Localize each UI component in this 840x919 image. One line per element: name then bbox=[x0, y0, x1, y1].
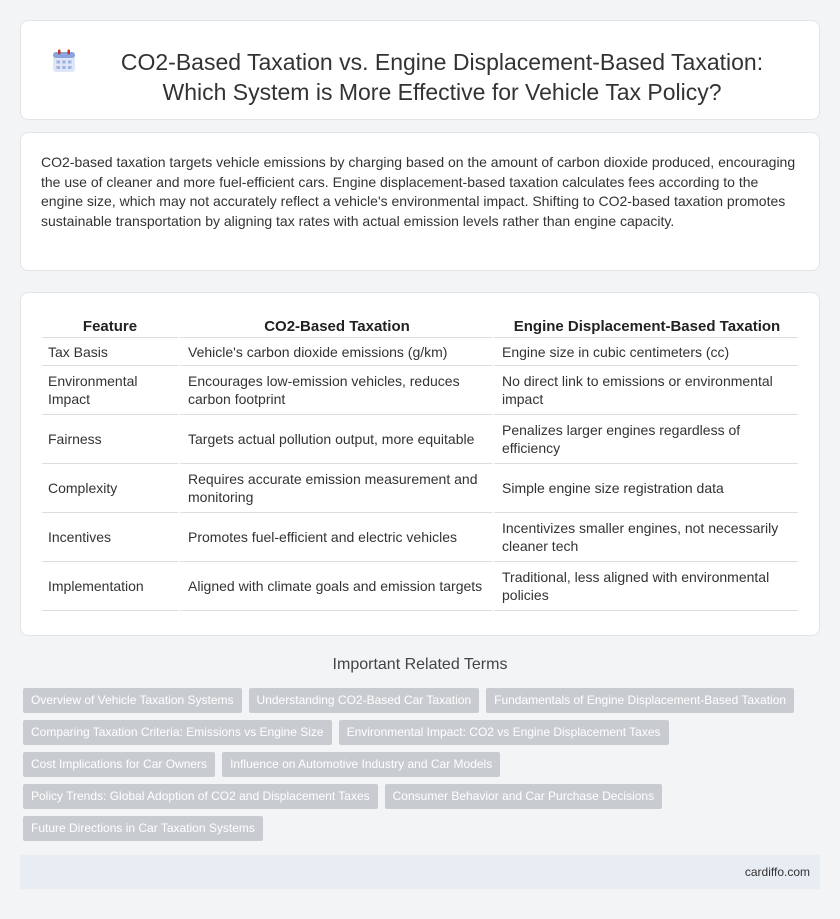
table-row bbox=[42, 366, 798, 415]
related-term-tag[interactable]: Understanding CO2-Based Car Taxation bbox=[249, 688, 480, 713]
related-term-tag[interactable]: Future Directions in Car Taxation Systems bbox=[23, 816, 263, 841]
row-feature: Environmental Impact bbox=[42, 366, 178, 415]
row-displacement-value: Incentivizes smaller engines, not necessarily cleaner tech bbox=[492, 513, 798, 562]
row-co2-value: Requires accurate emission measurement and monitoring bbox=[178, 464, 492, 513]
row-co2-value: Targets actual pollution output, more equitable bbox=[178, 415, 492, 464]
table-row bbox=[42, 464, 798, 513]
row-co2-value: Vehicle's carbon dioxide emissions (g/km) bbox=[178, 338, 492, 366]
related-term-tag[interactable]: Influence on Automotive Industry and Car Models bbox=[222, 752, 500, 777]
comparison-table bbox=[42, 316, 798, 611]
row-co2-value: Promotes fuel-efficient and electric vehicles bbox=[178, 513, 492, 562]
related-term-tag[interactable]: Cost Implications for Car Owners bbox=[23, 752, 215, 777]
calendar-icon bbox=[51, 48, 77, 74]
footer-site-link[interactable]: cardiffo.com bbox=[744, 865, 810, 879]
column-header-displacement: Engine Displacement-Based Taxation bbox=[492, 316, 798, 338]
table-row bbox=[42, 338, 798, 366]
row-feature: Fairness bbox=[42, 415, 178, 464]
row-feature: Incentives bbox=[42, 513, 178, 562]
page-title: CO2-Based Taxation vs. Engine Displacement-Based Taxation: Which System is More Effective for Vehicle Tax Policy? bbox=[120, 49, 764, 105]
table-row bbox=[42, 562, 798, 611]
row-feature: Tax Basis bbox=[42, 338, 178, 366]
table-row bbox=[42, 415, 798, 464]
related-term-tag[interactable]: Environmental Impact: CO2 vs Engine Displacement Taxes bbox=[339, 720, 669, 745]
related-term-tag[interactable]: Policy Trends: Global Adoption of CO2 and Displacement Taxes bbox=[23, 784, 378, 809]
comparison-table-card bbox=[20, 292, 820, 636]
footer bbox=[20, 855, 820, 889]
row-displacement-value: No direct link to emissions or environmental impact bbox=[492, 366, 798, 415]
intro-paragraph: CO2-based taxation targets vehicle emissions by charging based on the amount of carbon dioxide produced, encouraging the use of cleaner and more fuel-efficient cars. Engine displacement-based taxation calculates fees according to the engine size, which may not accurately reflect a vehicle's environmental impact. Shifting to CO2-based taxation promotes sustainable transportation by aligning tax rates with actual emission levels rather than engine capacity. bbox=[41, 154, 796, 229]
row-co2-value: Aligned with climate goals and emission targets bbox=[178, 562, 492, 611]
column-header-feature: Feature bbox=[42, 316, 178, 338]
related-term-tag[interactable]: Consumer Behavior and Car Purchase Decisions bbox=[385, 784, 662, 809]
row-displacement-value: Traditional, less aligned with environmental policies bbox=[492, 562, 798, 611]
row-displacement-value: Penalizes larger engines regardless of efficiency bbox=[492, 415, 798, 464]
related-term-tag[interactable]: Comparing Taxation Criteria: Emissions vs Engine Size bbox=[23, 720, 332, 745]
column-header-co2: CO2-Based Taxation bbox=[178, 316, 492, 338]
row-displacement-value: Simple engine size registration data bbox=[492, 464, 798, 513]
table-row bbox=[42, 513, 798, 562]
related-term-tag[interactable]: Fundamentals of Engine Displacement-Based Taxation bbox=[486, 688, 794, 713]
related-terms-title: Important Related Terms bbox=[332, 656, 508, 673]
related-terms-list bbox=[23, 688, 813, 848]
row-feature: Complexity bbox=[42, 464, 178, 513]
row-displacement-value: Engine size in cubic centimeters (cc) bbox=[492, 338, 798, 366]
title-card bbox=[20, 20, 820, 120]
intro-card bbox=[20, 132, 820, 271]
row-feature: Implementation bbox=[42, 562, 178, 611]
related-term-tag[interactable]: Overview of Vehicle Taxation Systems bbox=[23, 688, 242, 713]
row-co2-value: Encourages low-emission vehicles, reduces carbon footprint bbox=[178, 366, 492, 415]
